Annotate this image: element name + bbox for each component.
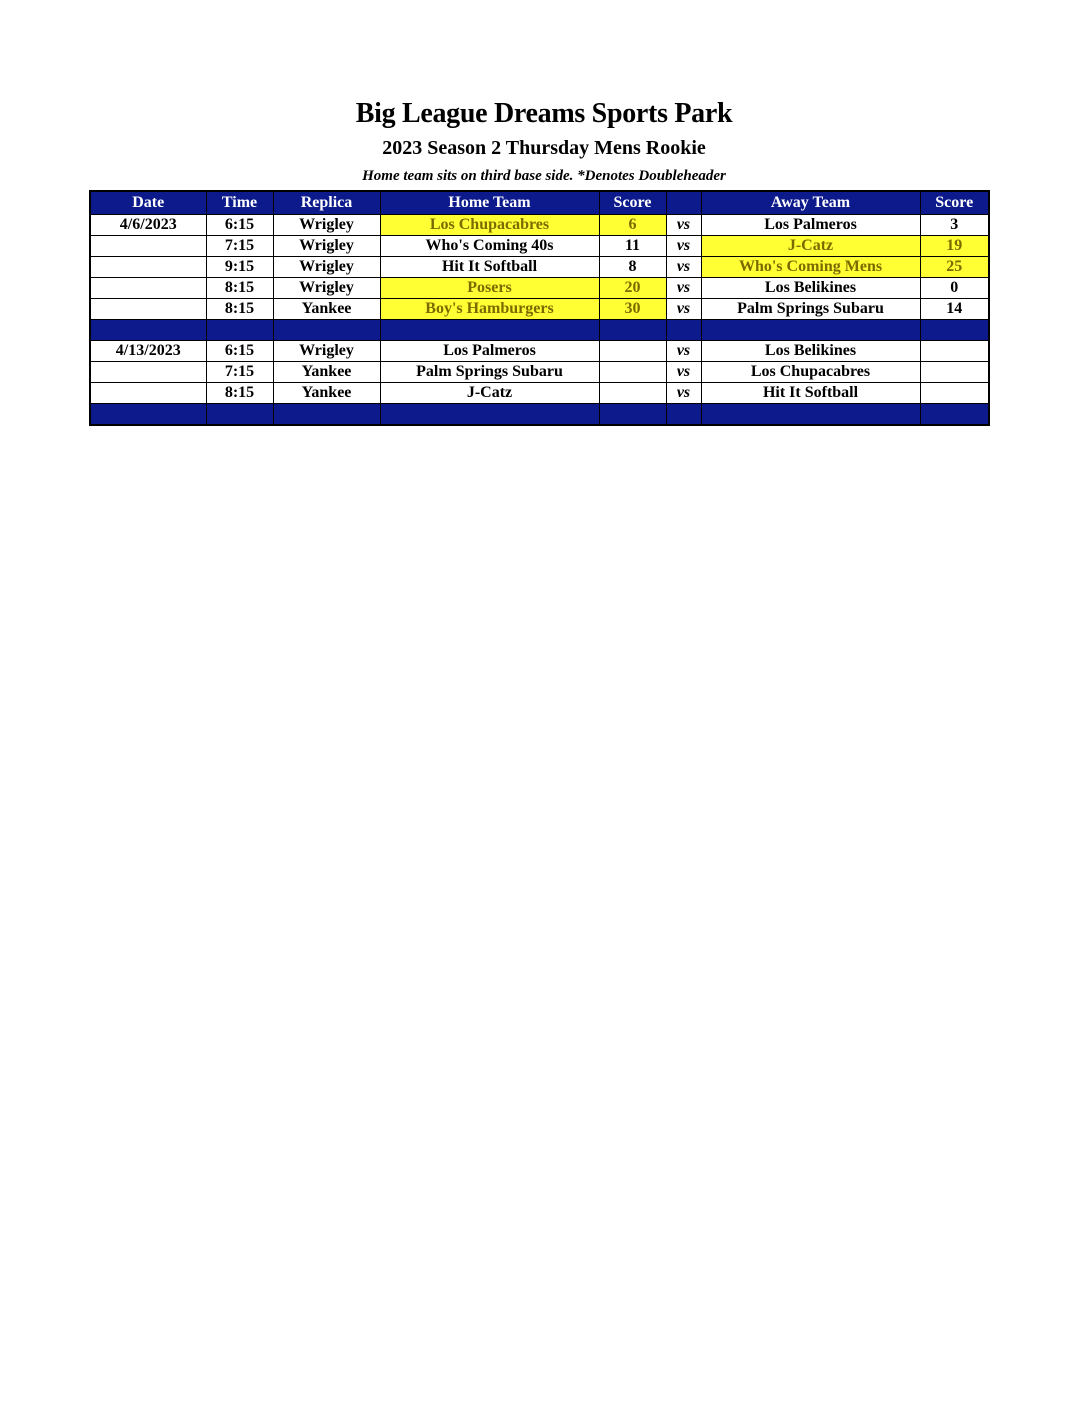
separator-cell	[273, 404, 380, 426]
separator-cell	[666, 320, 701, 341]
game-time: 8:15	[206, 299, 273, 320]
home-team: Boy's Hamburgers	[380, 299, 599, 320]
schedule-body	[90, 215, 989, 426]
away-team: Los Chupacabres	[701, 362, 920, 383]
game-replica: Wrigley	[273, 236, 380, 257]
away-score: 0	[920, 278, 989, 299]
game-replica: Yankee	[273, 362, 380, 383]
away-team: J-Catz	[701, 236, 920, 257]
game-date	[90, 236, 206, 257]
game-date: 4/6/2023	[90, 215, 206, 236]
schedule-table	[89, 190, 990, 426]
separator-cell	[90, 404, 206, 426]
col-header-away-score: Score	[920, 191, 989, 215]
vs-label: vs	[666, 299, 701, 320]
schedule-note: Home team sits on third base side. *Denotes Doubleheader	[362, 168, 726, 184]
table-row	[90, 362, 989, 383]
home-team: Los Palmeros	[380, 341, 599, 362]
home-score: 20	[599, 278, 666, 299]
separator-cell	[380, 404, 599, 426]
vs-label: vs	[666, 257, 701, 278]
table-row	[90, 236, 989, 257]
home-score	[599, 341, 666, 362]
game-replica: Wrigley	[273, 341, 380, 362]
separator-cell	[599, 320, 666, 341]
home-score: 6	[599, 215, 666, 236]
game-replica: Wrigley	[273, 278, 380, 299]
separator-cell	[701, 320, 920, 341]
away-score	[920, 383, 989, 404]
game-date: 4/13/2023	[90, 341, 206, 362]
vs-label: vs	[666, 278, 701, 299]
game-date	[90, 299, 206, 320]
col-header-home-score: Score	[599, 191, 666, 215]
page-subtitle: 2023 Season 2 Thursday Mens Rookie	[382, 137, 706, 159]
away-score	[920, 362, 989, 383]
table-row	[90, 257, 989, 278]
table-row	[90, 299, 989, 320]
separator-cell	[90, 320, 206, 341]
game-time: 7:15	[206, 236, 273, 257]
game-time: 9:15	[206, 257, 273, 278]
vs-label: vs	[666, 341, 701, 362]
away-team: Who's Coming Mens	[701, 257, 920, 278]
vs-label: vs	[666, 215, 701, 236]
home-score	[599, 383, 666, 404]
separator-cell	[920, 320, 989, 341]
table-row	[90, 215, 989, 236]
separator-cell	[920, 404, 989, 426]
game-replica: Yankee	[273, 299, 380, 320]
away-team: Los Belikines	[701, 278, 920, 299]
col-header-away-team: Away Team	[701, 191, 920, 215]
game-time: 8:15	[206, 383, 273, 404]
col-header-date: Date	[90, 191, 206, 215]
home-team: Palm Springs Subaru	[380, 362, 599, 383]
away-team: Los Belikines	[701, 341, 920, 362]
header-row	[90, 191, 989, 215]
game-replica: Wrigley	[273, 215, 380, 236]
game-time: 8:15	[206, 278, 273, 299]
home-team: Hit It Softball	[380, 257, 599, 278]
table-row	[90, 383, 989, 404]
game-date	[90, 383, 206, 404]
away-score: 3	[920, 215, 989, 236]
away-team: Hit It Softball	[701, 383, 920, 404]
away-score: 14	[920, 299, 989, 320]
vs-label: vs	[666, 362, 701, 383]
game-replica: Yankee	[273, 383, 380, 404]
home-score: 8	[599, 257, 666, 278]
game-time: 6:15	[206, 341, 273, 362]
game-replica: Wrigley	[273, 257, 380, 278]
col-header-vs	[666, 191, 701, 215]
col-header-home-team: Home Team	[380, 191, 599, 215]
separator-cell	[273, 320, 380, 341]
col-header-replica: Replica	[273, 191, 380, 215]
col-header-time: Time	[206, 191, 273, 215]
game-date	[90, 362, 206, 383]
vs-label: vs	[666, 383, 701, 404]
home-team: Los Chupacabres	[380, 215, 599, 236]
away-score	[920, 341, 989, 362]
away-team: Los Palmeros	[701, 215, 920, 236]
home-score: 30	[599, 299, 666, 320]
week-separator-row	[90, 320, 989, 341]
game-date	[90, 257, 206, 278]
home-score	[599, 362, 666, 383]
away-team: Palm Springs Subaru	[701, 299, 920, 320]
home-team: Posers	[380, 278, 599, 299]
game-time: 7:15	[206, 362, 273, 383]
table-row	[90, 278, 989, 299]
separator-cell	[380, 320, 599, 341]
home-team: J-Catz	[380, 383, 599, 404]
away-score: 25	[920, 257, 989, 278]
separator-cell	[206, 320, 273, 341]
page-title: Big League Dreams Sports Park	[355, 98, 733, 129]
separator-cell	[666, 404, 701, 426]
table-row	[90, 341, 989, 362]
separator-cell	[206, 404, 273, 426]
vs-label: vs	[666, 236, 701, 257]
game-time: 6:15	[206, 215, 273, 236]
home-team: Who's Coming 40s	[380, 236, 599, 257]
game-date	[90, 278, 206, 299]
separator-cell	[599, 404, 666, 426]
away-score: 19	[920, 236, 989, 257]
home-score: 11	[599, 236, 666, 257]
week-separator-row	[90, 404, 989, 426]
separator-cell	[701, 404, 920, 426]
